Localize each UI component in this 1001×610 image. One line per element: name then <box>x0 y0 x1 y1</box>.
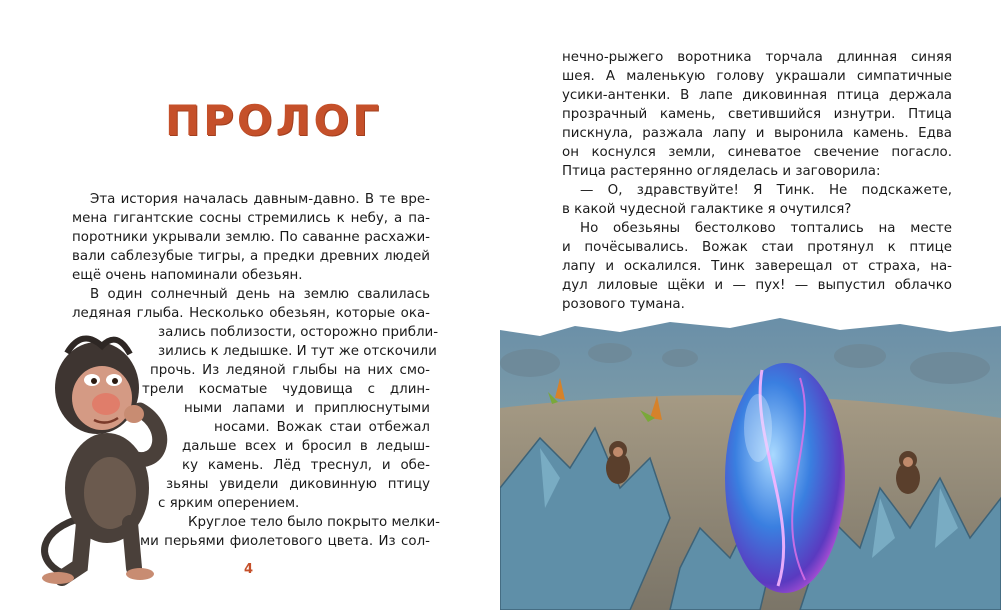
right-paragraph <box>562 48 952 314</box>
text-line: Эта история началась давным-давно. В те вре- <box>90 192 430 207</box>
text-line: трели косматые чудовища с длин- <box>142 382 430 397</box>
text-line: носами. Вожак стаи отбежал <box>214 420 430 435</box>
text-line: Круглое тело было покрыто мелки- <box>188 515 440 530</box>
text-line: ми перьями фиолетового цвета. Из сол- <box>140 534 430 549</box>
text-line: шея. А маленькую голову украшали симпатичные <box>562 69 952 84</box>
text-line: ными лапами и приплюснутыми <box>184 401 430 416</box>
text-line: дул лиловые щёки и — пух! — выпустил облачко <box>562 278 952 293</box>
text-line: вали саблезубые тигры, а предки древних людей <box>72 249 430 264</box>
text-line: в какой чудесной галактике я очутился? <box>562 202 852 217</box>
text-line: ку камень. Лёд треснул, и обе- <box>182 458 430 473</box>
text-line: лапу и оскалился. Тинк заверещал от страха, на- <box>562 259 952 274</box>
text-line: мена гигантские сосны стремились к небу, а па- <box>72 211 430 226</box>
text-line: — О, здравствуйте! Я Тинк. Не подскажете, <box>580 183 952 198</box>
text-line: он коснулся земли, синеватое свечение погасло. <box>562 145 952 160</box>
text-line: розового тумана. <box>562 297 685 312</box>
text-line: и почёсывались. Вожак стаи протянул к птице <box>562 240 952 255</box>
text-line: прочь. Из ледяной глыбы на них смо- <box>150 363 430 378</box>
text-line: зьяны увидели диковинную птицу <box>166 477 430 492</box>
text-line: пискнула, разжала лапу и выронила камень. Едва <box>562 126 952 141</box>
text-line: Но обезьяны бестолково топтались на месте <box>580 221 952 236</box>
text-line: ледяная глыба. Несколько обезьян, которые ока- <box>72 306 430 321</box>
text-line: прозрачный камень, светившийся изнутри. Птица <box>562 107 952 122</box>
left-page <box>0 0 500 610</box>
text-line: зались поблизости, осторожно прибли- <box>158 325 439 340</box>
text-line: Птица растерянно огляделась и заговорила: <box>562 164 881 179</box>
egg-scene-illustration <box>500 318 1001 610</box>
text-line: ещё очень напоминали обезьян. <box>72 268 303 283</box>
page-number: 4 <box>244 562 254 577</box>
text-line: с ярким оперением. <box>158 496 300 511</box>
chapter-title: ПРОЛОГ <box>165 96 382 145</box>
text-line: усики-антенки. В лапе диковинная птица держала <box>562 88 952 103</box>
text-line: зились к ледышке. И тут же отскочили <box>158 344 437 359</box>
left-paragraph <box>72 190 430 323</box>
text-line: дальше всех и бросил в ледыш- <box>182 439 430 454</box>
text-line: нечно-рыжего воротника торчала длинная синяя <box>562 50 952 65</box>
text-line: поротники укрывали землю. По саванне расхажи- <box>72 230 430 245</box>
monkey-illustration <box>22 318 192 586</box>
text-line: В один солнечный день на землю свалилась <box>90 287 430 302</box>
